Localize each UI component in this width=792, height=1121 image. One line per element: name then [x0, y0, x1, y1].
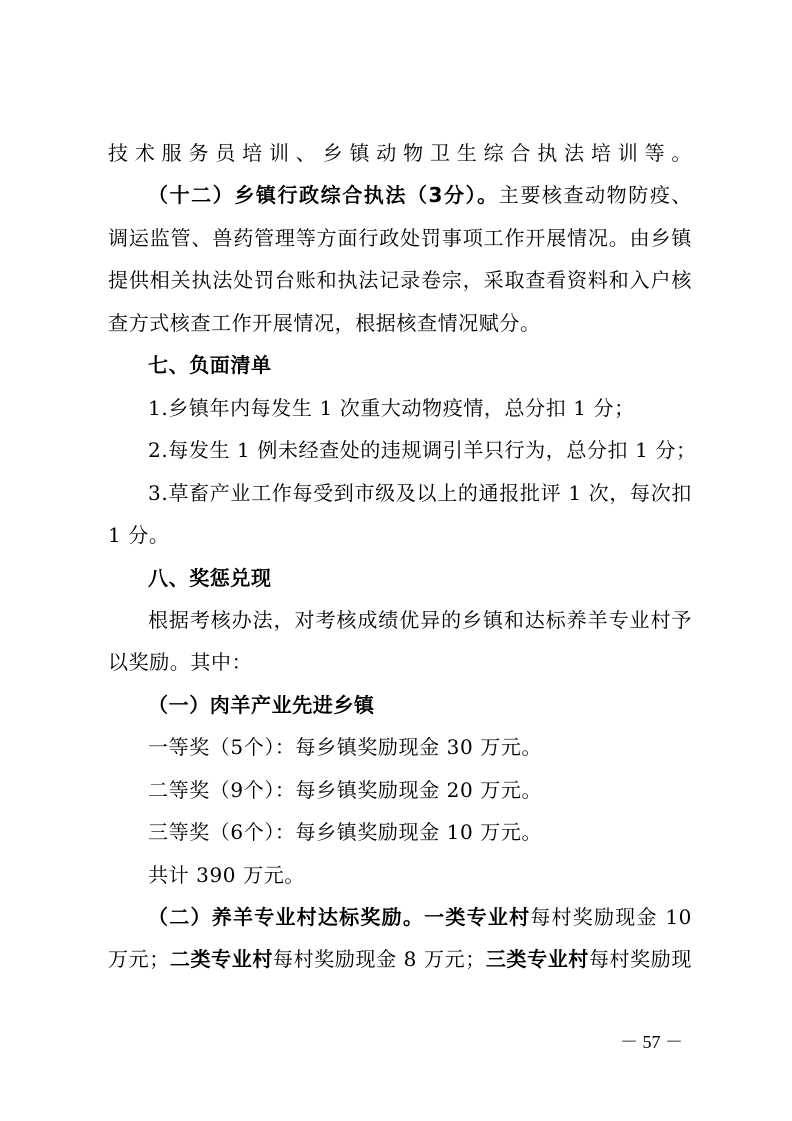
paragraph-line: 查方式核查工作开展情况，根据核查情况赋分。 [108, 311, 541, 335]
paragraph-line: 1 分。 [108, 523, 170, 547]
chapter-heading: 七、负面清单 [148, 353, 272, 377]
section-heading: （一）肉羊产业先进乡镇 [148, 693, 375, 717]
section-heading-line: （二）养羊专业村达标奖励。一类专业村每村奖励现金 10 [148, 905, 692, 929]
list-item: 二等奖（9个）：每乡镇奖励现金 20 万元。 [148, 778, 543, 802]
list-item: 1.乡镇年内每发生 1 次重大动物疫情，总分扣 1 分； [148, 396, 635, 420]
section-heading: （二）养羊专业村达标奖励。 [148, 905, 425, 929]
chapter-heading: 八、奖惩兑现 [148, 566, 272, 590]
paragraph-line: 以奖励。其中： [108, 650, 253, 674]
paragraph-line: 共计 390 万元。 [148, 863, 305, 887]
section-heading: （十二）乡镇行政综合执法（3分）。 [148, 183, 499, 207]
list-item: 2.每发生 1 例未经查处的违规调引羊只行为，总分扣 1 分； [148, 438, 697, 462]
section-heading-line: （十二）乡镇行政综合执法（3分）。主要核查动物防疫、 [148, 183, 692, 207]
list-item: 三等奖（6个）：每乡镇奖励现金 10 万元。 [148, 820, 543, 844]
paragraph-line: 调运监管、兽药管理等方面行政处罚事项工作开展情况。由乡镇 [108, 226, 692, 250]
page-number: － 57 － [620, 1032, 683, 1052]
paragraph-line: 提供相关执法处罚台账和执法记录卷宗，采取查看资料和入户核 [108, 268, 692, 292]
paragraph-line: 万元；二类专业村每村奖励现金 8 万元；三类专业村每村奖励现 [108, 947, 693, 971]
list-item: 3.草畜产业工作每受到市级及以上的通报批评 1 次，每次扣 [148, 481, 692, 505]
list-item: 一等奖（5个）：每乡镇奖励现金 30 万元。 [148, 735, 543, 759]
paragraph-line: 根据考核办法，对考核成绩优异的乡镇和达标养羊专业村予 [148, 608, 692, 632]
paragraph-line: 技术服务员培训、乡镇动物卫生综合执法培训等。 [108, 141, 692, 165]
